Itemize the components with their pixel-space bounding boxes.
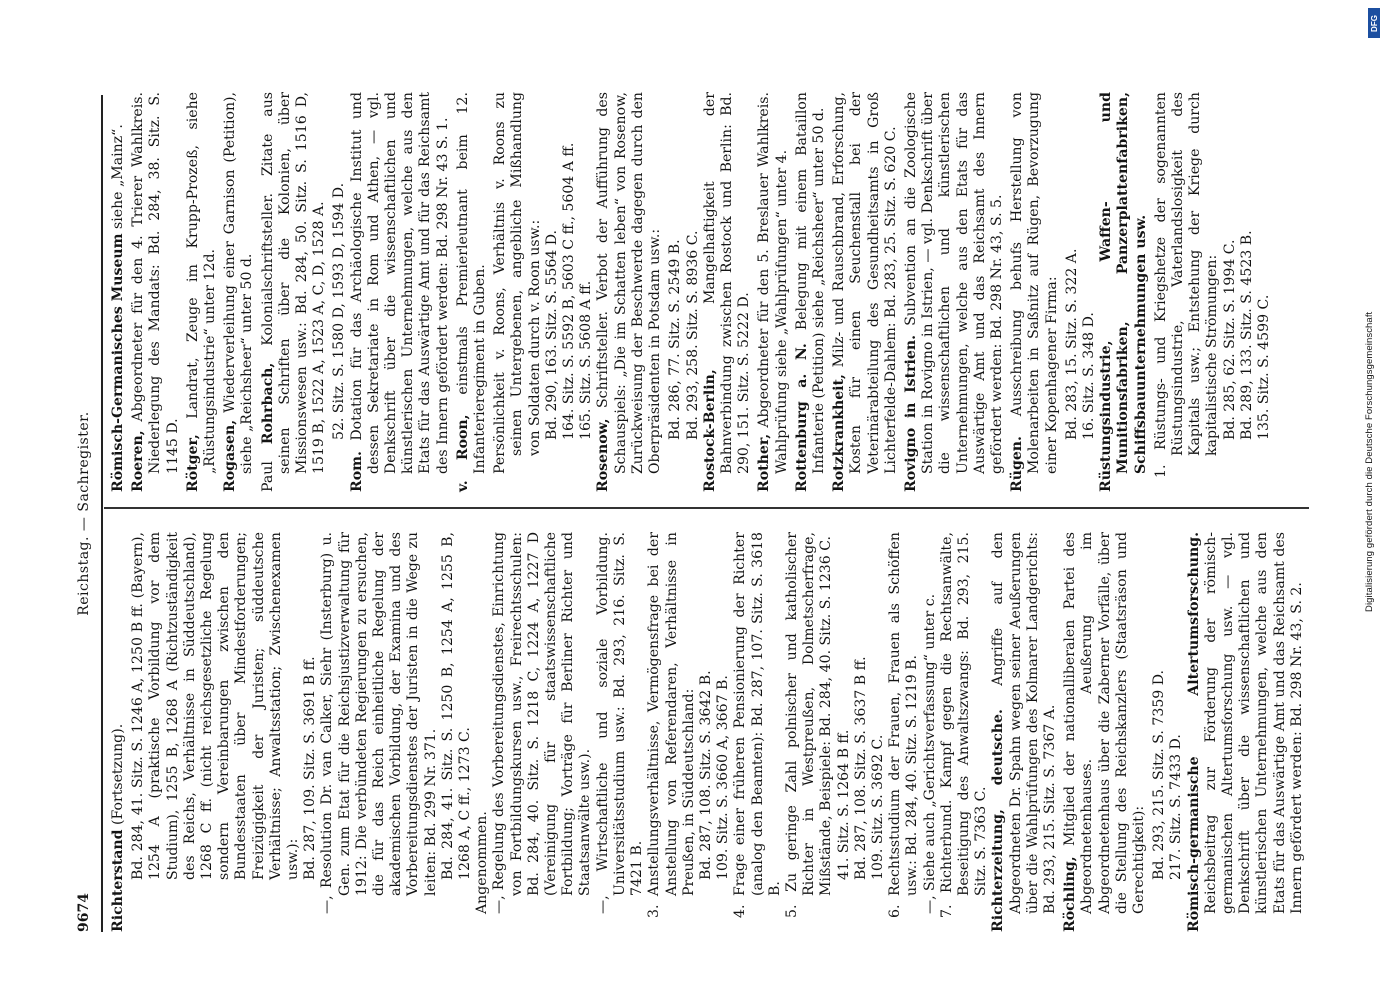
entry-headword: Rohrbach,	[259, 362, 276, 445]
page-reference: 109. Sitz. S. 3692 C.	[869, 734, 886, 880]
entry-headword: Rügen.	[1009, 436, 1026, 492]
register-entry	[794, 92, 828, 492]
numbered-subentry: 6. Rechtsstudium der Frauen, Frauen als Schöffen usw.: Bd. 284, 40. Sitz. S. 1219 B.	[887, 532, 921, 918]
page-reference: Bd. 287, 109. Sitz. S. 3691 B ff.	[302, 656, 319, 880]
register-entry	[903, 92, 1006, 492]
entry-text: Angriffe auf den Abgeordneten Dr. Spahn wegen seiner Aeußerungen über die Wahlprüfungen des Kolmarer Landgerichts: Bd. 293, 215. Sitz. S. 7367 A.	[990, 531, 1058, 914]
entry-text: Subvention an die Zoologische Station in Rovigno in Istrien, — vgl. Denkschrift über die wissenschaftlichen und künstlerischen Unternehmungen, welche aus den Etats für das Auswärtige Amt und das Reichsamt des Innern gefördert werden: Bd. 298 Nr. 43, S. 5.	[902, 92, 1005, 474]
page-reference: Bd. 284, 41. Sitz. S. 1246 A, 1250 B ff. (Bayern), 1254 A (praktische Vorbildung vor dem Studium), 1255 B, 1268 A (Richtzuständigkeit des Reichs, Verhältnisse in Süddeutschland), 1268 C ff. (nicht reichsgesetzliche Regelung sondern Vereinbarungen zwischen den Bundesstaaten über Mindestforderungen; Freizügigkeit der Juristen; süddeutsche Verhältnisse; Anwaltsstation; Zwischenexamen usw.):	[130, 532, 302, 880]
register-entry	[756, 92, 790, 492]
entry-headword: Rostock-Berlin,	[701, 369, 718, 492]
running-title: Reichstag. — Sachregister.	[76, 411, 92, 616]
right-column	[110, 92, 1273, 492]
subentry: —, Wirtschaftliche und soziale Vorbildung. Universitätsstudium usw.: Bd. 293, 216. Sitz. S. 7421 B.	[594, 532, 646, 914]
page-reference: 164. Sitz. S. 5592 B, 5603 C ff., 5604 A ff.	[561, 142, 578, 440]
page-reference: Bd. 287, 108. Sitz. S. 3637 B ff.	[852, 656, 869, 880]
subentry: Angenommen.	[474, 811, 491, 914]
entry-headword: Römisch-Germanisches Museum	[110, 233, 126, 492]
dfg-logo: DFG	[1368, 8, 1380, 38]
page-reference: Bd. 293, 215. Sitz. S. 7359 D.	[1151, 669, 1168, 880]
entry-text: Abgeordneter für den 4. Trierer Wahlkreis. Niederlegung des Mandats: Bd. 284, 38. Sitz. S. 1145 D.	[130, 92, 181, 474]
entry-text: Mangelhaftigkeit der Bahnverbindung zwischen Rostock und Berlin: Bd. 290, 151. Sitz. S. 5222 D.	[701, 92, 753, 474]
entry-headword: v. Roon,	[454, 414, 471, 492]
register-entry	[455, 92, 489, 492]
numbered-subentry: 7. Richterbund. Kampf gegen die Rechtsanwälte, Beseitigung des Anwaltszwangs: Bd. 293, 215. Sitz. S. 7363 C.	[938, 532, 990, 918]
page-reference: 165. Sitz. S. 5608 A ff.	[578, 280, 595, 440]
entry-headword: Rüstungsindustrie, Waffen- und Munitionsfabriken, Panzerplattenfabriken, Schiffsbauunternehmungen usw.	[1098, 92, 1149, 492]
entry-headword: Rother,	[756, 433, 773, 492]
entry-prefix: Paul	[259, 444, 276, 492]
page-reference: 135. Sitz. S. 4599 C.	[1256, 294, 1272, 440]
register-entry	[1062, 532, 1148, 932]
register-entry	[260, 92, 329, 492]
page-reference: 52. Sitz. S. 1580 D, 1593 D, 1594 D.	[331, 182, 348, 440]
register-entry	[702, 92, 754, 492]
register-entry	[1009, 92, 1061, 492]
register-entry	[185, 92, 219, 492]
entry-text: Milz- und Rauschbrand, Erforschung, Kosten für einen Seuchenstall bei der Veterinärabteilung des Gesundheitsamts in Groß Lichterfelde-Dahlem: Bd. 283, 25. Sitz. S. 620 C.	[831, 92, 899, 474]
column-divider	[104, 508, 1309, 510]
entry-text: Mitglied der nationalliberalen Partei des Abgeordnetenhauses. Aeußerung im Abgeordnetenhaus über die Zaberner Vorfälle, über die Stellung des Reichskanzlers (Staatsräson und Gerechtigkeit):	[1062, 532, 1147, 914]
page-reference: Bd. 285, 62. Sitz. S. 1994 C.	[1221, 239, 1238, 440]
entry-headword: Rottenburg a. N.	[793, 343, 810, 492]
subentry: —, Resolution Dr. van Calker, Siehr (Insterburg) u. Gen. zum Etat für die Reichsjustizverwaltung für 1912: Die verbündeten Regierungen zu ersuchen, die für das Reich einheitliche Regelung der akademischen Vorbildung, der Examina und des Vorbereitungsdienstes der Juristen in die Wege zu leiten: Bd. 299 Nr. 371.	[319, 532, 439, 914]
entry-text: Reichsbeitrag zur Förderung der römisch-germanischen Altertumsforschung usw. — vgl. Denkschrift über die wissenschaftlichen und künstlerischen Unternehmungen, welche aus den Etats für das Auswärtige Amt und das Reichsamt des Innern gefördert werden: Bd. 298 Nr. 43, S. 2.	[1202, 532, 1305, 914]
numbered-subentry: 4. Frage einer früheren Pensionierung der Richter (analog den Beamten): Bd. 287, 107. Sitz. S. 3618 B.	[732, 532, 783, 918]
subentry: Persönlichkeit v. Roons, Verhältnis v. Roons zu seinen Untergebenen, angebliche Mißhandlung von Soldaten durch v. Roon usw.:	[492, 92, 543, 474]
entry-text: Belegung mit einem Bataillon Infanterie (Petition) siehe „Reichsheer“ unter 50 d.	[793, 92, 827, 474]
page-reference: Bd. 289, 133. Sitz. S. 4523 B.	[1238, 230, 1255, 440]
entry-headword: Richterzeitung, deutsche.	[990, 709, 1007, 932]
entry-text: Landrat, Zeuge im Krupp-Prozeß, siehe „Rüstungsindustrie“ unter 12d.	[184, 92, 219, 474]
entry-text: Wiederverleihung einer Garnison (Petition), siehe „Reichsheer“ unter 50 d.	[222, 92, 256, 474]
numbered-subentry: 1. Rüstungs- und Kriegshetze der sogenannten Rüstungsindustrie, Vaterlandslosigkeit des Kapitals usw.; Entstehung der Kriege durch kapitalistische Strömungen:	[1152, 92, 1221, 478]
entry-headword: Römisch-germanische Altertumsforschung.	[1185, 532, 1202, 932]
page-header	[76, 95, 102, 932]
entry-headword: Rosenow,	[595, 418, 612, 492]
entry-headword: Rom.	[348, 451, 365, 492]
register-entry	[1186, 532, 1306, 932]
entry-text: (Fortsetzung).	[110, 723, 126, 830]
entry-text: Ausschreibung behufs Herstellung von Molenarbeiten in Saßnitz auf Rügen, Bevorzugung einer Kopenhagener Firma:	[1009, 92, 1060, 474]
page-reference: 109. Sitz. S. 3660 A, 3667 B.	[715, 675, 732, 880]
entry-headword: Rogasen,	[222, 419, 239, 492]
entry-text: einstmals Premierleutnant beim 12. Infanterieregiment in Guben.	[454, 92, 489, 474]
page-reference: 16. Sitz. S. 348 D.	[1080, 312, 1097, 440]
register-entry	[349, 92, 452, 492]
page-reference: Bd. 283, 15. Sitz. S. 322 A.	[1063, 248, 1080, 440]
page-reference: Bd. 286, 77. Sitz. S. 2549 B.	[667, 239, 684, 440]
page-reference: 41. Sitz. S. 1264 B ff.	[835, 729, 852, 880]
register-entry	[831, 92, 900, 492]
entry-text: Schriftsteller. Verbot der Aufführung des Schauspiels: „Die im Schatten leben“ von Rosenow, Zurückweisung der Beschwerde dagegen durch den Oberpräsidenten in Potsdam usw.:	[595, 92, 664, 474]
page-reference: Bd. 284, 41. Sitz. S. 1250 B, 1254 A, 1255 B, 1268 A, C ff., 1273 C.	[439, 532, 474, 880]
entry-headword: Richterstand	[110, 829, 126, 932]
entry-text: Kolonialschriftsteller. Zitate aus seinen Schriften über die Kolonien, über Missionswesen usw.: Bd. 284, 50. Sitz. S. 1516 D, 1519 B, 1522 A, 1523 A, C, D, 1528 A.	[259, 91, 328, 474]
register-entry	[990, 532, 1059, 932]
numbered-subentry: 3. Anstellungsverhältnisse, Vermögensfrage bei der Anstellung von Referendaren, Verhältnisse in Preußen, in Süddeutschland:	[646, 532, 697, 918]
register-entry	[110, 92, 127, 492]
register-entry	[1098, 92, 1150, 492]
page-number: 9674	[76, 893, 92, 932]
entry-headword: Rotzkrankheit,	[831, 374, 848, 492]
header-rule	[101, 95, 103, 932]
page-reference: Bd. 287, 108. Sitz. S. 3642 B.	[697, 670, 714, 880]
register-entry	[110, 532, 127, 932]
register-entry	[130, 92, 182, 492]
page-reference: Bd. 290, 163. Sitz. S. 5564 D.	[543, 229, 560, 440]
entry-text: Abgeordneter für den 5. Breslauer Wahlkreis. Wahlprüfung siehe „Wahlprüfungen“ unter 4.	[756, 92, 790, 474]
entry-headword: Rötger,	[184, 434, 201, 492]
register-entry	[222, 92, 256, 492]
subentry: —, Siehe auch „Gerichtsverfassung“ unter c.	[921, 593, 938, 914]
register-entry	[595, 92, 664, 492]
page-reference: 217. Sitz. S. 7433 D.	[1168, 734, 1185, 880]
left-column	[110, 532, 1309, 932]
entry-text: siehe „Mainz“.	[110, 124, 126, 234]
entry-headword: Rovigno in Istrien.	[902, 334, 919, 492]
subentry: —, Regelung des Vorbereitungsdienstes, Einrichtung von Fortbildungskursen usw., Freirechtsschulen: Bd. 284, 40. Sitz. S. 1218 C, 1224 A, 1227 D (Vereinigung für staatswissenschaftliche Fortbildung; Vorträge für Berliner Richter und Staatsanwälte usw.).	[491, 532, 594, 914]
entry-text: Dotation für das Archäologische Institut und dessen Sekretariate in Rom und Athen, — vgl. Denkschrift über die wissenschaftlichen und künstlerischen Unternehmungen, welche aus den Etats für das Auswärtige Amt und für das Reichsamt des Innern gefördert werden: Bd. 298 Nr. 43 S. 1.	[348, 92, 451, 474]
entry-headword: Röchling,	[1062, 856, 1079, 932]
entry-headword: Roeren,	[130, 430, 147, 492]
digitization-note: Digitalisierung gefördert durch die Deutsche Forschungsgemeinschaft	[1364, 311, 1375, 612]
page-reference: Bd. 293, 258. Sitz. S. 8936 C.	[684, 230, 701, 440]
numbered-subentry: 5. Zu geringe Zahl polnischer und katholischer Richter in Westpreußen, Dolmetscherfrage, Mißstände, Beispiele: Bd. 284, 40. Sitz. S. 1236 C.	[783, 532, 835, 918]
